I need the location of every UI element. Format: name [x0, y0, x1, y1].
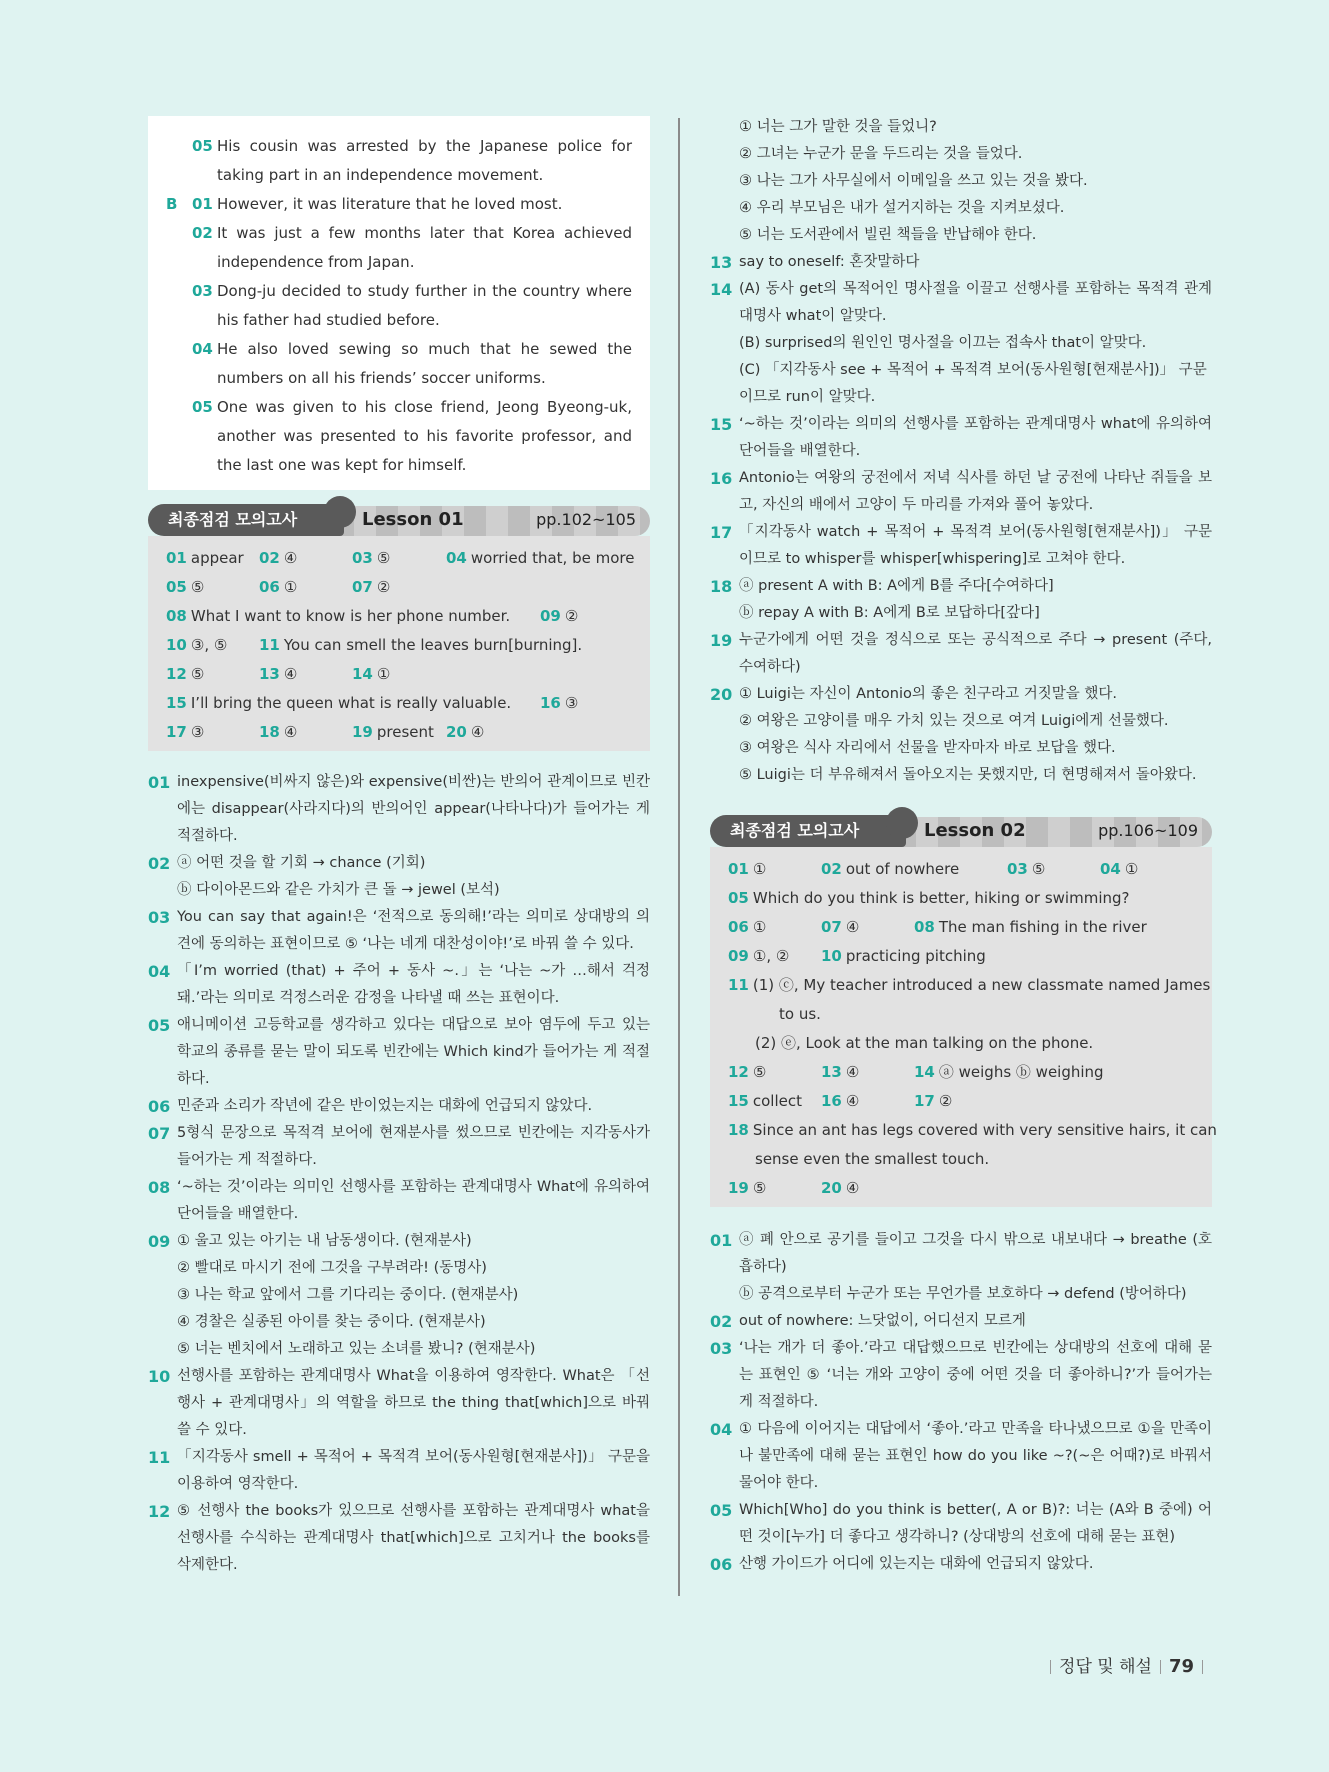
explanation-item [710, 627, 1212, 681]
answer-text: ④ [470, 723, 485, 741]
answer-text: ① [752, 860, 767, 878]
explanation-item [148, 1363, 650, 1444]
answer-number: 17 [166, 723, 187, 741]
answer-item [728, 855, 766, 884]
item-number: 02 [192, 224, 213, 242]
explanation-number: 04 [148, 962, 171, 981]
answer-item [446, 544, 634, 573]
answer-text: ④ [845, 918, 860, 936]
explanation-number: 07 [148, 1124, 171, 1143]
explanations-list [710, 1227, 1212, 1578]
answer-number: 06 [259, 578, 280, 596]
answer-item [821, 1174, 859, 1203]
explanation-text: ① Luigi는 자신이 Antonio의 좋은 친구라고 거짓말을 했다. [739, 686, 1118, 702]
explanation-text: say to oneself: 혼잣말하다 [739, 254, 920, 270]
answer-item [821, 942, 986, 971]
answer-item [166, 660, 204, 689]
section-letter [166, 219, 192, 277]
item-text: It was just a few months later that Korea achieved independence from Japan. [217, 224, 632, 271]
explanation-text: 누군가에게 어떤 것을 정식으로 또는 공식적으로 주다 → present (주다, 수여하다) [739, 632, 1212, 675]
explanation-text: ⑤ 선행사 the books가 있으므로 선행사를 포함하는 관계대명사 what을 선행사를 수식하는 관계대명사 that[which]으로 고치거나 the books를 삭제한다. [177, 1503, 650, 1573]
answer-number: 08 [914, 918, 935, 936]
answer-item [259, 718, 297, 747]
answer-number: 12 [728, 1063, 749, 1081]
item-number: 04 [192, 340, 213, 358]
explanation-item [148, 1498, 650, 1579]
answer-text: present [376, 723, 434, 741]
translation-item [166, 219, 632, 277]
explanation-text: ① 다음에 이어지는 대답에서 ‘좋아.’라고 만족을 타나냈으므로 ①을 만족이나 불만족에 대해 묻는 표현인 how do you like ~?(~은 어때?)로 바꿔서 물어야 한다. [739, 1421, 1212, 1491]
explanation-number: 19 [710, 631, 733, 650]
answer-text: ② [376, 578, 391, 596]
answer-item [1007, 855, 1045, 884]
explanation-item [710, 1335, 1212, 1416]
explanation-item [710, 1551, 1212, 1578]
answer-item [540, 689, 578, 718]
page-number: 79 [1168, 1656, 1194, 1677]
lesson-title: Lesson 02 [924, 820, 1026, 841]
answer-text: ④ [845, 1092, 860, 1110]
explanations-list [148, 769, 650, 1579]
answer-text: ① [283, 578, 298, 596]
answer-item [728, 942, 789, 971]
explanation-text: inexpensive(비싸지 않은)와 expensive(비싼)는 반의어 관계이므로 빈칸에는 disappear(사라지다)의 반의어인 appear(나타나다)가 들어가는 게 적절하다. [177, 774, 650, 844]
explanation-number: 03 [710, 1339, 733, 1358]
answer-item [821, 1058, 859, 1087]
item-number: 05 [192, 137, 213, 155]
answer-text: practicing pitching [845, 947, 986, 965]
explanation-item [710, 519, 1212, 573]
explanation-subitem: ⑤ 너는 도서관에서 빌린 책들을 반납해야 한다. [739, 227, 1037, 243]
answer-item [914, 1087, 952, 1116]
explanation-text: ⓐ present A with B: A에게 B를 주다[수여하다] [739, 578, 1054, 594]
answer-text: ① [376, 665, 391, 683]
answer-text: ③ [564, 694, 579, 712]
answer-text: ⑤ [376, 549, 391, 567]
section-letter [166, 132, 192, 190]
explanation-text: ‘나는 개가 더 좋아.’라고 대답했으므로 빈칸에는 상대방의 선호에 대해 묻는 표현인 ⑤ ‘너는 개와 고양이 중에 어떤 것을 더 좋아하니?’가 들어가는 게 적절하다. [739, 1340, 1212, 1410]
translation-item [166, 393, 632, 480]
explanation-subitem: ③ 나는 그가 사무실에서 이메일을 쓰고 있는 것을 봤다. [739, 173, 1088, 189]
answer-text: (1) ⓒ, My teacher introduced a new classmate named James [752, 976, 1211, 994]
answer-item [166, 689, 511, 718]
answer-text: appear [190, 549, 244, 567]
answer-text: ④ [283, 549, 298, 567]
answer-text: ② [564, 607, 579, 625]
answer-row [728, 1174, 1194, 1203]
banner-dot [886, 807, 918, 839]
explanation-text: ⓐ 폐 안으로 공기를 들이고 그것을 다시 밖으로 내보내다 → breathe (호흡하다) [739, 1232, 1212, 1275]
answer-text: ⑤ [1031, 860, 1046, 878]
answer-number: 18 [259, 723, 280, 741]
answer-number: 01 [728, 860, 749, 878]
explanation-number: 17 [710, 523, 733, 542]
explanation-item [148, 1228, 650, 1255]
explanation-item [148, 1093, 650, 1120]
translation-item [166, 190, 632, 219]
answer-item [728, 1087, 802, 1116]
answer-key-box [710, 847, 1217, 1207]
page-range: pp.102~105 [536, 510, 636, 529]
answer-number: 10 [166, 636, 187, 654]
explanation-item [148, 904, 650, 958]
answer-text: ② [938, 1092, 953, 1110]
answer-text: Which do you think is better, hiking or swimming? [752, 889, 1130, 907]
answer-text: (2) ⓔ, Look at the man talking on the phone. [755, 1034, 1094, 1052]
answer-number: 12 [166, 665, 187, 683]
answer-number: 03 [352, 549, 373, 567]
explanation-number: 01 [710, 1231, 733, 1250]
item-text: He also loved sewing so much that he sewed the numbers on all his friends’ soccer uniforms. [217, 340, 632, 387]
answer-text: ①, ② [752, 947, 790, 965]
section-letter [166, 277, 192, 335]
explanation-subitem: ⓑ repay A with B: A에게 B로 보답하다[갚다] [739, 605, 1040, 621]
explanation-text: You can say that again!은 ‘전적으로 동의해!’라는 의미로 상대방의 의견에 동의하는 표현이므로 ⑤ ‘나는 네게 대찬성이야!’로 바꿔 쓸 수 있다. [177, 909, 650, 952]
answer-item [728, 913, 766, 942]
answer-number: 19 [728, 1179, 749, 1197]
answer-row [728, 913, 1194, 942]
answer-item [821, 913, 859, 942]
answer-number: 11 [728, 976, 749, 994]
explanation-text: 선행사를 포함하는 관계대명사 What을 이용하여 영작한다. What은 「선행사 + 관계대명사」의 역할을 하므로 the thing that[which]으로 바꿔 쓸 수 있다. [177, 1368, 650, 1438]
answer-key-box [148, 536, 650, 751]
item-number: 01 [192, 195, 213, 213]
explanation-number: 03 [148, 908, 171, 927]
answer-row [728, 884, 1194, 913]
answer-item [166, 573, 204, 602]
explanation-text: 5형식 문장으로 목적격 보어에 현재분사를 썼으므로 빈칸에는 지각동사가 들어가는 게 적절하다. [177, 1125, 650, 1168]
answer-text: ⑤ [190, 578, 205, 596]
explanation-number: 16 [710, 469, 733, 488]
explanation-number: 10 [148, 1367, 171, 1386]
answer-item [166, 602, 510, 631]
answer-item [540, 602, 578, 631]
answer-item [1100, 855, 1138, 884]
explanation-number: 04 [710, 1420, 733, 1439]
answer-text: collect [752, 1092, 802, 1110]
explanation-item [148, 1120, 650, 1174]
explanation-text: ⓐ 어떤 것을 할 기회 → chance (기회) [177, 855, 426, 871]
explanation-number: 13 [710, 253, 733, 272]
explanation-item [148, 850, 650, 877]
answer-number: 15 [728, 1092, 749, 1110]
answer-number: 07 [352, 578, 373, 596]
answer-text: Since an ant has legs covered with very sensitive hairs, it can [752, 1121, 1217, 1139]
answer-text: worried that, be more [470, 549, 635, 567]
explanation-subitem: ① 너는 그가 말한 것을 들었니? [739, 119, 937, 135]
translation-box [148, 116, 650, 490]
answer-number: 13 [821, 1063, 842, 1081]
explanation-text: 「I’m worried (that) + 주어 + 동사 ~.」는 ‘나는 ~가 …해서 걱정돼.’라는 의미로 걱정스러운 감정을 나타낼 때 쓰는 표현이다. [177, 963, 650, 1006]
answer-row [166, 573, 632, 602]
answer-number: 01 [166, 549, 187, 567]
answer-text: ④ [845, 1063, 860, 1081]
answer-number: 20 [821, 1179, 842, 1197]
answer-item [259, 631, 582, 660]
answer-text: ⑤ [752, 1063, 767, 1081]
lesson-01-banner [148, 504, 650, 536]
explanation-subitem: ③ 여왕은 식사 자리에서 선물을 받자마자 바로 보답을 했다. [739, 740, 1116, 756]
answer-text: ③, ⑤ [190, 636, 228, 654]
right-column [710, 114, 1217, 1578]
answer-number: 15 [166, 694, 187, 712]
explanation-subitem: ③ 나는 학교 앞에서 그를 기다리는 중이다. (현재분사) [177, 1287, 519, 1303]
explanation-item [710, 1497, 1212, 1551]
answer-number: 04 [446, 549, 467, 567]
answer-text: ⑤ [190, 665, 205, 683]
explanation-subitem: ② 여왕은 고양이를 매우 가치 있는 것으로 여겨 Luigi에게 선물했다. [739, 713, 1169, 729]
answer-number: 20 [446, 723, 467, 741]
explanation-subitem: (B) surprised의 원인인 명사절을 이끄는 접속사 that이 알맞다. [739, 335, 1147, 351]
answer-item [728, 971, 1210, 1000]
answer-row [166, 689, 632, 718]
explanation-text: 민준과 소리가 작년에 같은 반이었는지는 대화에 언급되지 않았다. [177, 1098, 593, 1114]
answer-number: 19 [352, 723, 373, 741]
explanation-number: 02 [148, 854, 171, 873]
explanation-item [710, 681, 1212, 708]
explanation-item [148, 769, 650, 850]
explanation-text: Antonio는 여왕의 궁전에서 저녁 식사를 하던 날 궁전에 나타난 쥐들을 보고, 자신의 배에서 고양이 두 마리를 가져와 풀어 놓았다. [739, 470, 1212, 513]
section-label: 정답 및 해설 [1059, 1657, 1152, 1677]
item-text: However, it was literature that he loved most. [217, 195, 563, 213]
answer-number: 05 [166, 578, 187, 596]
answer-number: 03 [1007, 860, 1028, 878]
answer-text: ④ [283, 665, 298, 683]
answer-text: The man fishing in the river [938, 918, 1147, 936]
answer-text: ③ [190, 723, 205, 741]
explanation-number: 20 [710, 685, 733, 704]
answer-row [728, 855, 1194, 884]
banner-dot [324, 496, 356, 528]
explanation-subitem: ⓑ 공격으로부터 누군가 또는 무언가를 보호하다 → defend (방어하다) [739, 1286, 1187, 1302]
answer-text: to us. [779, 1005, 821, 1023]
explanation-number: 18 [710, 577, 733, 596]
answer-row [728, 971, 1211, 1000]
explanation-number: 09 [148, 1232, 171, 1251]
answer-item [728, 1058, 766, 1087]
left-column [148, 116, 650, 1579]
answer-text: I’ll bring the queen what is really valuable. [190, 694, 512, 712]
page-footer [1042, 1652, 1211, 1677]
answer-row [166, 660, 632, 689]
answer-text: ① [1124, 860, 1139, 878]
answer-number: 02 [821, 860, 842, 878]
translation-item [166, 335, 632, 393]
explanation-item [148, 1174, 650, 1228]
answer-number: 04 [1100, 860, 1121, 878]
banner-label: 최종점검 모의고사 [710, 815, 906, 847]
answer-text: sense even the smallest touch. [755, 1150, 990, 1168]
answer-item [751, 1145, 989, 1174]
answer-number: 16 [540, 694, 561, 712]
explanation-text: 산행 가이드가 어디에 있는지는 대화에 언급되지 않았다. [739, 1556, 1094, 1572]
answer-item [352, 660, 390, 689]
answer-row [728, 1087, 1194, 1116]
explanation-subitem: ② 빨대로 마시기 전에 그것을 구부려라! (동명사) [177, 1260, 487, 1276]
answer-number: 13 [259, 665, 280, 683]
answer-text: out of nowhere [845, 860, 960, 878]
answer-number: 17 [914, 1092, 935, 1110]
answer-item [259, 544, 297, 573]
explanation-text: (A) 동사 get의 목적어인 명사절을 이끌고 선행사를 포함하는 목적격 관계대명사 what이 알맞다. [739, 281, 1212, 324]
answer-item [821, 855, 959, 884]
answer-item [728, 1174, 766, 1203]
explanation-number: 12 [148, 1502, 171, 1521]
lesson-title: Lesson 01 [362, 509, 464, 530]
answer-item [352, 573, 390, 602]
section-letter [166, 393, 192, 480]
explanations-list [710, 249, 1212, 789]
explanation-item [148, 1012, 650, 1093]
explanation-item [710, 276, 1212, 330]
answer-number: 10 [821, 947, 842, 965]
translation-item [166, 132, 632, 190]
answer-row [166, 602, 632, 631]
answer-number: 05 [728, 889, 749, 907]
explanation-subitem: ④ 우리 부모님은 내가 설거지하는 것을 지켜보셨다. [739, 200, 1065, 216]
answer-row [728, 1145, 1194, 1174]
answer-item [166, 718, 204, 747]
explanation-subitem: (C) 「지각동사 see + 목적어 + 목적격 보어(동사원형[현재분사])」 구문이므로 run이 알맞다. [739, 362, 1207, 405]
answer-item [821, 1087, 859, 1116]
column-divider [678, 118, 680, 1596]
explanation-item [148, 1444, 650, 1498]
section-letter [166, 335, 192, 393]
item-text: His cousin was arrested by the Japanese police for taking part in an independence movement. [217, 137, 632, 184]
section-letter: B [166, 195, 178, 213]
explanation-number: 15 [710, 415, 733, 434]
explanation-subitem: ⑤ Luigi는 더 부유해져서 돌아오지는 못했지만, 더 현명해져서 돌아왔다. [739, 767, 1197, 783]
explanation-item [710, 249, 1212, 276]
answer-item [751, 1029, 1093, 1058]
item-number: 03 [192, 282, 213, 300]
answer-item [166, 544, 244, 573]
explanation-number: 06 [710, 1555, 733, 1574]
answer-item [166, 631, 227, 660]
answer-item [914, 1058, 1104, 1087]
answer-number: 11 [259, 636, 280, 654]
explanation-text: 애니메이션 고등학교를 생각하고 있다는 대답으로 보아 염두에 두고 있는 학교의 종류를 묻는 말이 되도록 빈칸에는 Which kind가 들어가는 게 적절하다. [177, 1017, 650, 1087]
answer-row [728, 1058, 1194, 1087]
banner-label: 최종점검 모의고사 [148, 504, 344, 536]
explanation-number: 14 [710, 280, 733, 299]
answer-number: 14 [914, 1063, 935, 1081]
answer-number: 02 [259, 549, 280, 567]
explanation-subitem: ② 그녀는 누군가 문을 두드리는 것을 들었다. [739, 146, 1023, 162]
answer-item [728, 884, 1129, 913]
explanation-text: 「지각동사 smell + 목적어 + 목적격 보어(동사원형[현재분사])」 구문을 이용하여 영작한다. [177, 1449, 650, 1492]
answer-item [775, 1000, 821, 1029]
answer-number: 06 [728, 918, 749, 936]
explanation-text: ‘~하는 것’이라는 의미의 선행사를 포함하는 관계대명사 what에 유의하여 단어들을 배열한다. [739, 416, 1212, 459]
explanation-number: 05 [148, 1016, 171, 1035]
item-number: 05 [192, 398, 213, 416]
explanation-number: 11 [148, 1448, 171, 1467]
page-range: pp.106~109 [1098, 821, 1198, 840]
answer-row [728, 1116, 1217, 1145]
translation-item [166, 277, 632, 335]
explanation-item [148, 958, 650, 1012]
answer-number: 14 [352, 665, 373, 683]
explanation-text: out of nowhere: 느닷없이, 어디선지 모르게 [739, 1313, 1026, 1329]
answer-row [166, 718, 632, 747]
explanation-number: 08 [148, 1178, 171, 1197]
answer-item [259, 573, 297, 602]
explanation-subitem: ④ 경찰은 실종된 아이를 찾는 중이다. (현재분사) [177, 1314, 486, 1330]
answer-number: 09 [728, 947, 749, 965]
explanation-item [710, 1416, 1212, 1497]
answer-number: 16 [821, 1092, 842, 1110]
answer-number: 07 [821, 918, 842, 936]
continued-explanation [710, 114, 1212, 249]
explanation-number: 01 [148, 773, 171, 792]
explanation-item [710, 411, 1212, 465]
answer-row [728, 942, 1194, 971]
answer-number: 18 [728, 1121, 749, 1139]
explanation-number: 06 [148, 1097, 171, 1116]
answer-text: ⓐ weighs ⓑ weighing [938, 1063, 1104, 1081]
explanation-text: 「지각동사 watch + 목적어 + 목적격 보어(동사원형[현재분사])」 구문이므로 to whisper를 whisper[whispering]로 고쳐야 한다. [739, 524, 1212, 567]
explanation-text: ① 울고 있는 아기는 내 남동생이다. (현재분사) [177, 1233, 472, 1249]
explanation-text: Which[Who] do you think is better(, A or B)?: 너는 (A와 B 중에) 어떤 것이[누가] 더 좋다고 생각하니? (상대방의 선호에 대해 묻는 표현) [739, 1502, 1212, 1545]
answer-row [166, 544, 635, 573]
answer-text: You can smell the leaves burn[burning]. [283, 636, 583, 654]
explanation-item [710, 1227, 1212, 1281]
answer-item [352, 718, 434, 747]
answer-text: ① [752, 918, 767, 936]
answer-item [352, 544, 390, 573]
answer-item [446, 718, 484, 747]
answer-text: ④ [845, 1179, 860, 1197]
answer-row [728, 1000, 1194, 1029]
lesson-02-banner [710, 815, 1212, 847]
answer-text: ④ [283, 723, 298, 741]
explanation-subitem: ⑤ 너는 벤치에서 노래하고 있는 소녀를 봤니? (현재분사) [177, 1341, 536, 1357]
answer-row [166, 631, 632, 660]
answer-row [728, 1029, 1194, 1058]
explanation-item [710, 573, 1212, 600]
explanation-number: 05 [710, 1501, 733, 1520]
item-text: One was given to his close friend, Jeong Byeong-uk, another was presented to his favorite professor, and the last one was kept for himself. [217, 398, 632, 474]
answer-number: 08 [166, 607, 187, 625]
explanation-item [710, 465, 1212, 519]
answer-number: 09 [540, 607, 561, 625]
answer-item [259, 660, 297, 689]
answer-item [728, 1116, 1217, 1145]
explanation-text: ‘~하는 것’이라는 의미인 선행사를 포함하는 관계대명사 What에 유의하여 단어들을 배열한다. [177, 1179, 650, 1222]
item-text: Dong-ju decided to study further in the country where his father had studied before. [217, 282, 632, 329]
answer-text: ⑤ [752, 1179, 767, 1197]
answer-item [914, 913, 1147, 942]
explanation-item [710, 1308, 1212, 1335]
explanation-number: 02 [710, 1312, 733, 1331]
explanation-subitem: ⓑ 다이아몬드와 같은 가치가 큰 돌 → jewel (보석) [177, 882, 500, 898]
answer-text: What I want to know is her phone number. [190, 607, 511, 625]
